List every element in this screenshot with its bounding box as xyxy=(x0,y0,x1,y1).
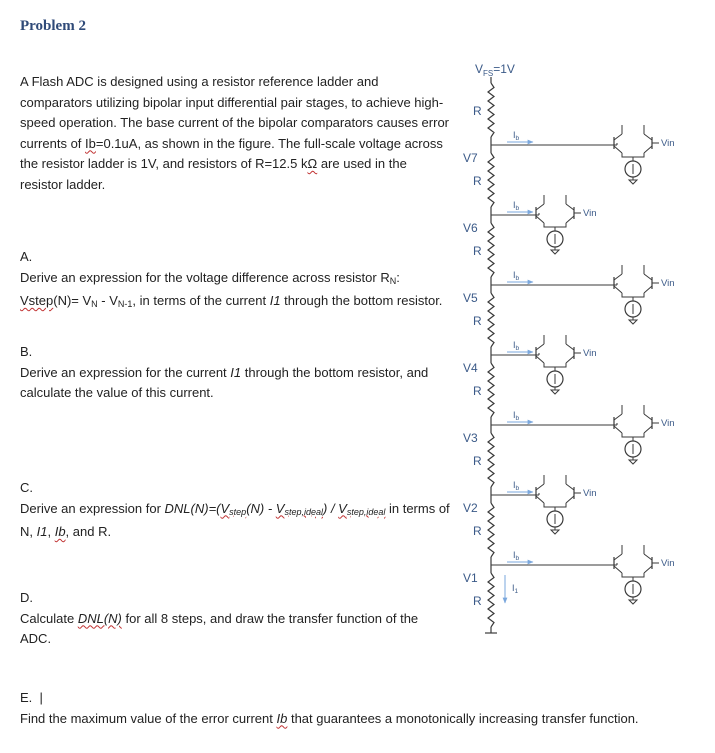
transistor-right xyxy=(566,204,574,210)
part-a-question: Derive an expression for the voltage difference across resistor $R_N$: Vstep(N)= $V_N - V_{N-1}$, in terms of the current I1 through the bottom resistor. xyxy=(20,269,443,309)
transistor-right xyxy=(566,484,574,490)
resistor-4 xyxy=(488,363,494,417)
ib-label: $I_b$ xyxy=(513,130,520,142)
ib-label: $I_b$ xyxy=(513,200,520,212)
transistor-right xyxy=(566,216,574,223)
tail-wire xyxy=(544,223,566,227)
ib-label: $I_b$ xyxy=(513,410,520,422)
node-label-v2: V2 xyxy=(463,501,478,515)
tail-wire xyxy=(622,433,644,437)
transistor-left xyxy=(614,274,622,280)
resistor-label: R xyxy=(473,524,482,538)
transistor-right xyxy=(644,414,652,420)
node-label-v5: V5 xyxy=(463,291,478,305)
problem-title: Problem 2 xyxy=(20,18,86,34)
node-label-v1: V1 xyxy=(463,571,478,585)
part-a xyxy=(20,247,450,315)
part-b-question: Derive an expression for the current I1 through the bottom resistor, and calculate the value of this current. xyxy=(20,364,429,400)
resistor-ladder xyxy=(463,77,675,633)
text-cursor: | xyxy=(39,690,43,705)
node-label-v4: V4 xyxy=(463,361,478,375)
resistor-5 xyxy=(488,293,494,347)
resistor-label: R xyxy=(473,594,482,608)
part-c-question: Derive an expression for $DNL(N)=(V_{step}(N) - V_{step,ideal}) / V_{step,ideal}$ in terms of N, I1, Ib, and R. xyxy=(20,500,450,539)
transistor-right xyxy=(644,286,652,293)
transistor-left xyxy=(536,496,544,503)
transistor-left xyxy=(536,344,544,350)
part-c xyxy=(20,478,452,543)
transistor-right xyxy=(566,356,574,363)
ib-term: Ib xyxy=(85,135,96,151)
transistor-right xyxy=(644,146,652,153)
part-d xyxy=(20,588,450,650)
ground-icon xyxy=(551,390,559,394)
resistor-label: R xyxy=(473,384,482,398)
transistor-left xyxy=(614,146,622,153)
tail-wire xyxy=(544,503,566,507)
tail-wire xyxy=(622,293,644,297)
transistor-right xyxy=(644,554,652,560)
resistor-label: R xyxy=(473,244,482,258)
part-c-label: C. xyxy=(20,480,33,495)
vfs-label: $V_{FS}=1V$ xyxy=(475,62,515,78)
tail-wire xyxy=(544,363,566,367)
transistor-right xyxy=(644,566,652,573)
vin-label: Vin xyxy=(661,278,675,289)
part-a-label: A. xyxy=(20,249,33,264)
transistor-left xyxy=(536,484,544,490)
i1-label: $I_1$ xyxy=(512,583,519,595)
resistor-7 xyxy=(488,153,494,207)
ground-icon xyxy=(629,180,637,184)
ib-label: $I_b$ xyxy=(513,550,520,562)
vin-label: Vin xyxy=(661,138,675,149)
transistor-left xyxy=(614,414,622,420)
ground-icon xyxy=(629,460,637,464)
ib-label: $I_b$ xyxy=(513,480,520,492)
vin-label: Vin xyxy=(661,558,675,569)
adc-circuit xyxy=(455,55,695,655)
ohm-symbol: Ω xyxy=(307,156,318,171)
vin-label: Vin xyxy=(661,418,675,429)
transistor-left xyxy=(614,554,622,560)
resistor-label: R xyxy=(473,104,482,118)
node-label-v3: V3 xyxy=(463,431,478,445)
part-e-label: E. | xyxy=(20,690,43,705)
transistor-right xyxy=(566,496,574,503)
transistor-left xyxy=(614,566,622,573)
ib-label: $I_b$ xyxy=(513,270,520,282)
transistor-left xyxy=(536,204,544,210)
part-d-label: D. xyxy=(20,590,33,605)
resistor-label: R xyxy=(473,174,482,188)
tail-wire xyxy=(622,573,644,577)
transistor-left xyxy=(536,216,544,223)
transistor-left xyxy=(614,426,622,433)
transistor-right xyxy=(644,274,652,280)
part-b xyxy=(20,342,450,404)
resistor-label: R xyxy=(473,454,482,468)
transistor-left xyxy=(614,134,622,140)
ground-icon xyxy=(629,600,637,604)
problem-intro: A Flash ADC is designed using a resistor reference ladder and comparators utilizing bipolar input differential pair stages, to achieve high-speed operation. The base current of the bipolar comparators causes error currents of Ib=0.1uA, as shown in the figure. The full-scale voltage across the resistor ladder is 1V, and resistors of R=12.5 kΩ are used in the resistor ladder. xyxy=(20,74,449,192)
vin-label: Vin xyxy=(583,488,597,499)
transistor-right xyxy=(644,426,652,433)
tail-wire xyxy=(622,153,644,157)
ib-label: $I_b$ xyxy=(513,340,520,352)
ground-icon xyxy=(551,250,559,254)
vin-label: Vin xyxy=(583,348,597,359)
part-b-label: B. xyxy=(20,344,33,359)
part-e xyxy=(20,688,700,729)
part-e-question: Find the maximum value of the error current Ib that guarantees a monotonically increasing transfer function. xyxy=(20,710,639,726)
ground-icon xyxy=(551,530,559,534)
transistor-right xyxy=(566,344,574,350)
ground-icon xyxy=(629,320,637,324)
transistor-left xyxy=(536,356,544,363)
resistor-8 xyxy=(488,83,494,137)
transistor-left xyxy=(614,286,622,293)
resistor-3 xyxy=(488,433,494,487)
resistor-1 xyxy=(488,573,494,627)
resistor-6 xyxy=(488,223,494,277)
node-label-v6: V6 xyxy=(463,221,478,235)
node-label-v7: V7 xyxy=(463,151,478,165)
resistor-label: R xyxy=(473,314,482,328)
part-d-question: Calculate DNL(N) for all 8 steps, and draw the transfer function of the ADC. xyxy=(20,610,419,646)
resistor-2 xyxy=(488,503,494,557)
vstep-term: Vstep xyxy=(20,293,54,308)
transistor-right xyxy=(644,134,652,140)
vin-label: Vin xyxy=(583,208,597,219)
